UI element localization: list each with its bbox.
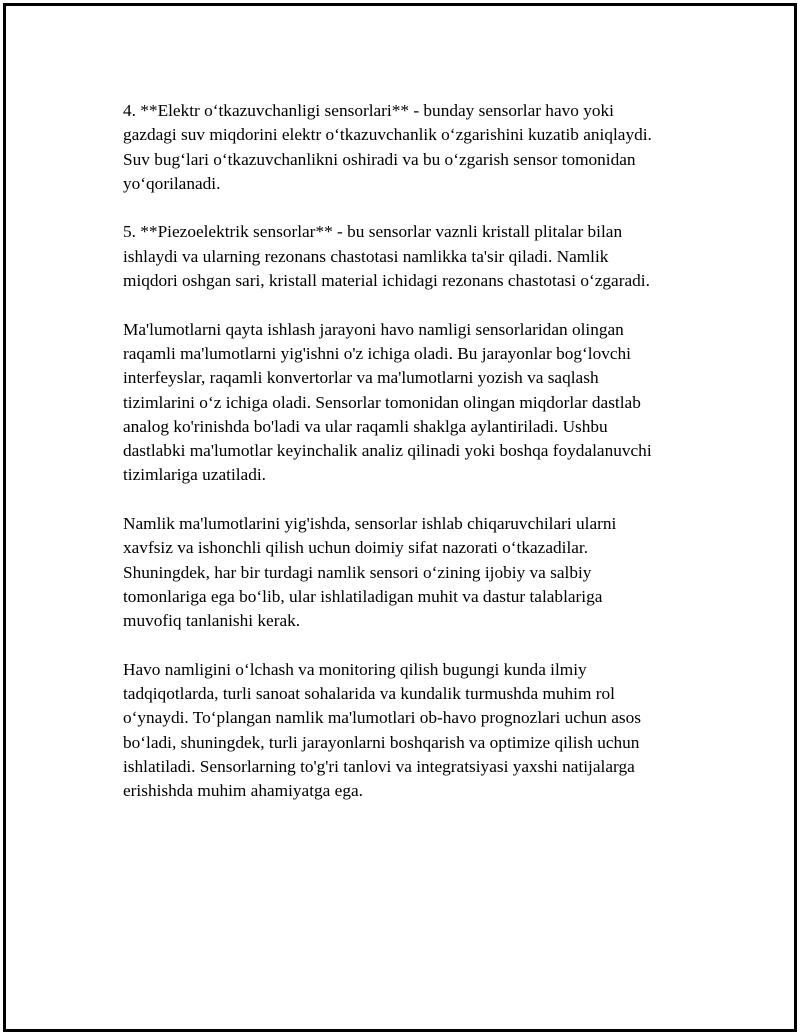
text-line: yo‘qorilanadi. <box>123 173 221 193</box>
text-line: 4. **Elektr o‘tkazuvchanligi sensorlari** - bunday sensorlar havo yoki <box>123 101 614 120</box>
text-line: ishlaydi va ularning rezonans chastotasi namlikka ta'sir qiladi. Namlik <box>123 246 609 266</box>
text-line: xavfsiz va ishonchli qilish uchun doimiy sifat nazorati o‘tkazadilar. <box>123 538 589 558</box>
text-line: gazdagi suv miqdorini elektr o‘tkazuvchanlik o‘zgarishini kuzatib aniqlaydi. <box>123 125 652 145</box>
paragraph-conductivity-sensors <box>123 99 703 196</box>
paragraph-data-collection <box>123 512 703 633</box>
paragraph-conclusion <box>123 658 703 804</box>
text-line: tadqiqotlarda, turli sanoat sohalarida va kundalik turmushda muhim rol <box>123 684 615 704</box>
text-line: Namlik ma'lumotlarini yig'ishda, sensorlar ishlab chiqaruvchilari ularni <box>123 514 617 534</box>
text-line: analog ko'rinishda bo'ladi va ular raqamli shaklga aylantiriladi. Ushbu <box>123 416 608 436</box>
text-line: muvofiq tanlanishi kerak. <box>123 611 301 631</box>
text-line: bo‘ladi, shuningdek, turli jarayonlarni boshqarish va optimize qilish uchun <box>123 732 640 752</box>
text-line: dastlabki ma'lumotlar keyinchalik analiz qilinadi yoki boshqa foydalanuvchi <box>123 441 652 461</box>
document-body <box>123 99 703 828</box>
text-line: raqamli ma'lumotlarni yig'ishni o'z ichiga oladi. Bu jarayonlar bog‘lovchi <box>123 343 631 363</box>
text-line: tizimlariga uzatiladi. <box>123 465 266 485</box>
paragraph-piezoelectric-sensors <box>123 220 703 293</box>
text-line: tizimlarini o‘z ichiga oladi. Sensorlar tomonidan olingan miqdorlar dastlab <box>123 392 641 412</box>
paragraph-data-processing <box>123 318 703 488</box>
text-line: o‘ynaydi. To‘plangan namlik ma'lumotlari ob-havo prognozlari uchun asos <box>123 708 641 728</box>
text-line: Suv bug‘lari o‘tkazuvchanlikni oshiradi va bu o‘zgarish sensor tomonidan <box>123 149 636 169</box>
text-line: ishlatiladi. Sensorlarning to'g'ri tanlovi va integratsiyasi yaxshi natijalarga <box>123 757 635 777</box>
text-line: Havo namligini o‘lchash va monitoring qilish bugungi kunda ilmiy <box>123 659 587 679</box>
text-line: erishishda muhim ahamiyatga ega. <box>123 781 363 801</box>
page-frame <box>3 3 797 1032</box>
text-line: tomonlariga ega bo‘lib, ular ishlatiladigan muhit va dastur talablariga <box>123 586 603 606</box>
text-line: Ma'lumotlarni qayta ishlash jarayoni havo namligi sensorlaridan olingan <box>123 319 624 339</box>
text-line: interfeyslar, raqamli konvertorlar va ma'lumotlarni yozish va saqlash <box>123 368 599 388</box>
text-line: Shuningdek, har bir turdagi namlik sensori o‘zining ijobiy va salbiy <box>123 562 592 582</box>
text-line: 5. **Piezoelektrik sensorlar** - bu sensorlar vaznli kristall plitalar bilan <box>123 222 623 242</box>
text-line: miqdori oshgan sari, kristall material ichidagi rezonans chastotasi o‘zgaradi. <box>123 271 650 291</box>
